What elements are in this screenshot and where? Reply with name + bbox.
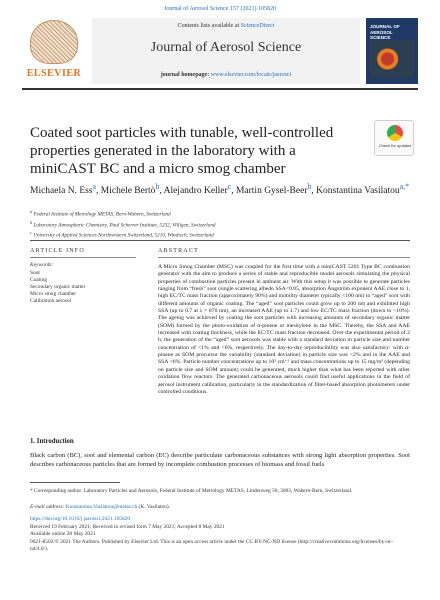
keyword-item: Coating	[30, 277, 48, 283]
abstract-heading: ABSTRACT	[158, 248, 199, 254]
author-name[interactable]: Martin Gysel-Beer	[235, 186, 308, 197]
abstract-body: A Micro Smog Chamber (MSC) was coupled for the first time with a miniCAST 5201 Type BC combustion generator with the aim to produce a series of stable and reproducible model aerosols simulating the physical properties of combustion particles present in ambient air. With this setup it was possible to generate particles ranging from “fresh” soot (single scattering albedo SSA<0.05, absorption Ångström exponent AAE close to 1, high EC/TC mass fraction (approximately 90%) and mobility diameter typically <100 nm) to “aged” soot with different amounts of organic coating. The “aged” soot particles could grow up to 200 nm and exhibited high SSA (up to 0.7 at λ = 870 nm), an increased AAE (up to 1.7) and low EC/TC mass fraction (down to <10%). The ageing was achieved by coating the soot particles with increasing amounts of secondary organic matter (SOM) formed by the photo-oxidation of α-pinene or mesitylene in the MSC. Thereby, the SSA and AAE increased with coating thickness, while the EC/TC mass fraction decreased. Over the experimental period of 2 h, the generation of the “aged” soot aerosols was stable with a standard deviation in particle size and number concentration of <1% and <6%, respectively. The day-to-day reproducibility was also satisfactory: with α-pinene as SOM precursor the variability (standard deviation) in particle size was <2% and in the AAE and SSA <6%. Particle number concentrations up to 10⁵ cm⁻³ and mass concentrations up to 15 mg/m³ (depending on particle size and SOM amount) could be generated, much higher than what has been reported with other oxidation flow reactors. The generated carbonaceous aerosols could find useful applications in the field of aerosol instrument calibration, particularly in the standardization of filter-based absorption photometers under controlled conditions.	[158, 264, 410, 395]
corresponding-author-note: * Corresponding author. Laboratory Particles and Aerosols, Federal Institute of Metrology METAS, Lindenweg 50, 3003, Wabern-Bern, Switzerland.	[30, 488, 353, 494]
introduction-body: Black carbon (BC), soot and elemental carbon (EC) describe particulate carbonaceous substances with strong light absorption properties. Soot describes carbonaceous particles that are formed by incomplete combustion processes of biomass and fossil fuels	[30, 452, 410, 468]
keyword-item: Secondary organic matter	[30, 284, 86, 290]
keywords-label: Keywords:	[30, 262, 54, 268]
abstract-rule	[158, 257, 410, 258]
keyword-list	[30, 270, 136, 305]
author-affiliation-mark[interactable]: c	[227, 182, 232, 191]
affiliation-item: $^c$ University of Applied Sciences Northwestern Switzerland, 5210, Windisch, Switzerland	[30, 230, 214, 240]
affiliation-list	[30, 208, 410, 240]
author-name[interactable]: Michaela N. Ess	[30, 186, 93, 197]
journal-info-band	[92, 18, 360, 84]
author-affiliation-mark[interactable]: a,*	[399, 182, 410, 191]
author-affiliation-mark[interactable]: b	[155, 182, 160, 191]
journal-title: Journal of Aerosol Science	[150, 40, 302, 55]
email-link[interactable]: Konstantina.Vasilatou@metas.ch	[65, 504, 138, 510]
article-title: Coated soot particles with tunable, well-controlled properties generated in the laboratory with a miniCAST BC and a micro smog chamber	[30, 125, 334, 177]
doi-link[interactable]: https://doi.org/10.1016/j.jaerosci.2021.105820	[30, 516, 131, 522]
received-dates: Received 19 February 2021; Received in revised form 7 May 2021; Accepted 8 May 2021	[30, 523, 225, 530]
author-list: Michaela N. Ess$^a$, Michele Bertò$^b$, Alejandro Keller$^c$, Martin Gysel-Beer$^b$, Konstantina Vasilatou$^{a,*}$	[30, 182, 410, 197]
check-updates-icon	[387, 125, 403, 141]
check-updates-label: Check for updates	[378, 143, 412, 148]
header-rule	[22, 88, 418, 90]
article-info-rule	[30, 257, 136, 258]
footnote-rule	[30, 482, 120, 483]
running-head[interactable]: Journal of Aerosol Science 157 (2021) 105820	[164, 6, 276, 12]
check-for-updates-button[interactable]	[374, 120, 414, 156]
author-affiliation-mark[interactable]: b	[307, 182, 312, 191]
affiliation-item: $^b$ Laboratory Atmospheric Chemistry, Paul Scherrer Institute, 5232, Villigen, Switzerland	[30, 219, 216, 229]
author-name[interactable]: Michele Bertò	[100, 186, 156, 197]
homepage-link[interactable]: www.elsevier.com/locate/jaerosci	[210, 72, 292, 78]
homepage-line: journal homepage: www.elsevier.com/locate/jaerosci	[160, 72, 292, 78]
author-name[interactable]: Konstantina Vasilatou	[316, 186, 400, 197]
keyword-item: Micro smog chamber	[30, 291, 77, 297]
introduction-heading: 1. Introduction	[30, 438, 74, 445]
keyword-item: Calibration aerosol	[30, 298, 72, 304]
cover-art	[370, 40, 414, 78]
elsevier-tree-icon	[30, 20, 78, 64]
cover-title: JOURNAL OF AEROSOL SCIENCE	[370, 24, 400, 40]
contents-line: Contents lists available at ScienceDirect	[177, 23, 275, 29]
journal-cover-thumbnail[interactable]	[366, 18, 418, 84]
license-statement: 0021-8502/© 2021 The Authors. Published by Elsevier Ltd. This is an open access article under the CC BY-NC-ND license (http://creativecommons.org/licenses/by-nc-nd/4.0/).	[30, 538, 394, 553]
available-online: Available online 28 May 2021	[30, 531, 96, 538]
keyword-item: Soot	[30, 270, 40, 276]
publisher-logo[interactable]	[22, 18, 86, 84]
publisher-name: ELSEVIER	[26, 68, 82, 79]
article-info-heading: ARTICLE INFO	[30, 248, 85, 254]
email-line: E-mail address: Konstantina.Vasilatou@metas.ch (K. Vasilatou).	[30, 504, 171, 510]
affiliation-item: $^a$ Federal Institute of Metrology METAS, Bern-Wabern, Switzerland	[30, 209, 171, 218]
section-divider	[30, 240, 410, 241]
author-name[interactable]: Alejandro Keller	[163, 186, 228, 197]
journal-masthead	[22, 18, 418, 84]
author-affiliation-mark[interactable]: a	[92, 182, 97, 191]
publication-info	[30, 516, 410, 554]
sciencedirect-link[interactable]: ScienceDirect	[240, 23, 275, 29]
